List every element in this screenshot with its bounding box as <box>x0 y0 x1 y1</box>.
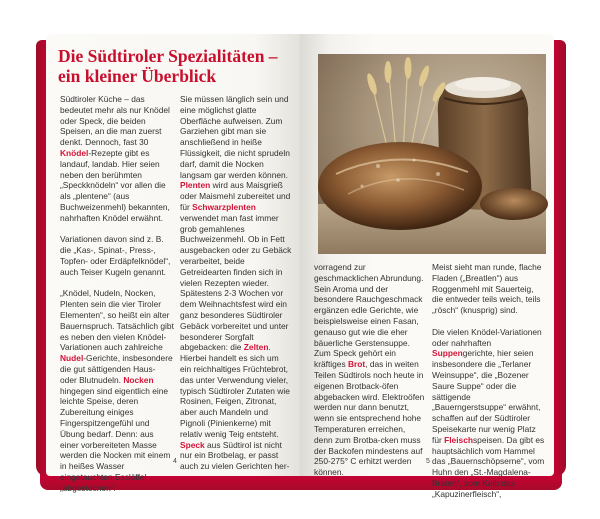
right-page-column-1 <box>314 262 426 478</box>
right-page <box>300 34 554 499</box>
highlighted-term: Plenten <box>180 180 211 191</box>
text-run: gerichte, hier seien insbesondere die „Terlaner Weinsuppe“, die „Bozener Saure Suppe“ oder die sättigende „Bauerngerstsuppe“ erwähnt, schaffen auf der Südtiroler Speisekarte nur wenig Platz für <box>432 348 541 445</box>
text-run: vorragend zur geschmacklichen Abrundung. Sein Aroma und der besondere Rauchgeschmack ergänzen edle Gerichte, wie beispielsweise einen Fasan, genauso gut wie die eher bäuerliche Gerstensuppe. Zum Speck gehört ein kräftiges <box>314 262 424 370</box>
highlighted-term: Schwarzplenten <box>192 201 256 212</box>
highlighted-term: Brot <box>347 359 366 370</box>
highlighted-term: Zelten <box>243 342 269 353</box>
text-run: -Rezepte gibt es landauf, landab. Hier seien neben den berühmten „Speckknödeln“ vor allen die als „plentene“ (aus Buchweizenmehl) bekannten, nahrhaften Knödel erwähnt. <box>60 147 170 223</box>
text-run: hingegen sind eigentlich eine leichte Speise, deren Zubereitung einiges Fingerspitzengefühl und Übung bedarf. Denn: aus einer vorbereiteten Masse werden die Nocken mit einem in heißes Wasser eingetauchten Esslöffel „abgestochen“. <box>60 385 171 493</box>
paragraph <box>432 327 546 500</box>
paragraph <box>314 262 426 478</box>
paragraph <box>432 262 546 316</box>
highlighted-term: Fleisch <box>444 434 473 445</box>
text-run: Variationen davon sind z. B. die „Kas-, Spinat-, Press-, Topfen- oder Erdäpfelknödel“, auch Teiser Kugeln genannt. <box>60 234 171 277</box>
left-page-column-2 <box>180 94 292 472</box>
left-page-column-1 <box>60 94 174 493</box>
paragraph <box>180 94 292 472</box>
page-number-right: 5 <box>426 458 430 465</box>
text-run: verwendet man fast immer grob gemahlenes Buchweizenmehl. Ob in Fett ausgebacken oder zu Gebäck verarbeitet, beide Getreidearten finden sich in vielen Rezepten wieder. Spätestens 2-3 Wochen vor dem Weihnachtsfest wird ein ganz besonderes Südtiroler Gebäck vorbereitet und unter besonderer Sorgfalt abgebacken: die <box>180 212 292 353</box>
text-run: speisen. Da gibt es hauptsächlich vom Hammel das „Bauernschöpserne“, vom Huhn den „St.-Magdalena-Braten“, vom Kalb das „Kapuzinerfleisch“, <box>432 434 545 499</box>
text-run: „Knödel, Nudeln, Nocken, Plenten sein die vier Tiroler Elementen“, so heißt ein alter Bauernspruch. Tatsächlich gibt es neben den vielen Knödel-Variationen auch zahlreiche <box>60 288 174 353</box>
text-run: -Gerichte, insbesondere die gut sättigenden Haus- oder Blutnudeln. <box>60 353 173 385</box>
text-run: Südtiroler Küche – das bedeutet mehr als nur Knödel oder Speck, die beiden Speisen, an die man zuerst denkt. Dennoch, fast 30 <box>60 94 170 148</box>
highlighted-term: Speck <box>180 439 205 450</box>
right-page-column-2 <box>432 262 546 500</box>
page-title: Die Südtiroler Spezialitäten – ein kleiner Überblick <box>58 46 278 86</box>
text-run: wird aus Maisgrieß oder Maismehl zubereitet und für <box>180 180 291 212</box>
bread-photo <box>318 54 546 254</box>
text-run: Meist sieht man runde, flache Fladen („Breatlen“) aus Roggenmehl mit Sauerteig, die entweder teils weich, teils „rösch“ (knusprig) sind. <box>432 262 542 316</box>
highlighted-term: Knödel <box>60 147 89 158</box>
text-run: Die vielen Knödel-Variationen oder nahrhaften <box>432 326 542 348</box>
highlighted-term: Nocken <box>123 374 154 385</box>
text-run: . Hierbei handelt es sich um ein reichhaltiges Früchtebrot, das unter Verwendung vieler, typisch Südtiroler Zutaten wie Rosinen, Feigen, Zitronat, aber auch Mandeln und Pignoli (Pinienkerne) mit relativ wenig Teig entsteht. <box>180 342 290 439</box>
text-run: Sie müssen länglich sein und eine möglichst glatte Oberfläche aufweisen. Zum Garziehen gibt man sie anschließend in heiße Flüssigkeit, die nicht sprudeln darf, damit die Nocken langsam gar werden können. <box>180 94 290 180</box>
left-page <box>46 34 300 493</box>
page-number-left: 4 <box>173 458 177 465</box>
paragraph <box>60 234 174 277</box>
text-run: aus Südtirol ist nicht nur ein Brotbelag, er passt auch zu vielen Gerichten her- <box>180 439 290 472</box>
paragraph <box>60 94 174 224</box>
text-run: , das in weiten Teilen Südtirols noch heute in eigenen Brotback-öfen abgebacken wird. Elektroöfen werden nur dann benutzt, wenn sie entsprechend hohe Temperaturen erreichen, denn zum Brotba-cken muss der Backofen mindestens auf 250-275° C erhitzt werden können. <box>314 359 425 478</box>
highlighted-term: Nudel <box>60 353 84 364</box>
paragraph <box>60 288 174 493</box>
highlighted-term: Suppen <box>432 348 463 359</box>
